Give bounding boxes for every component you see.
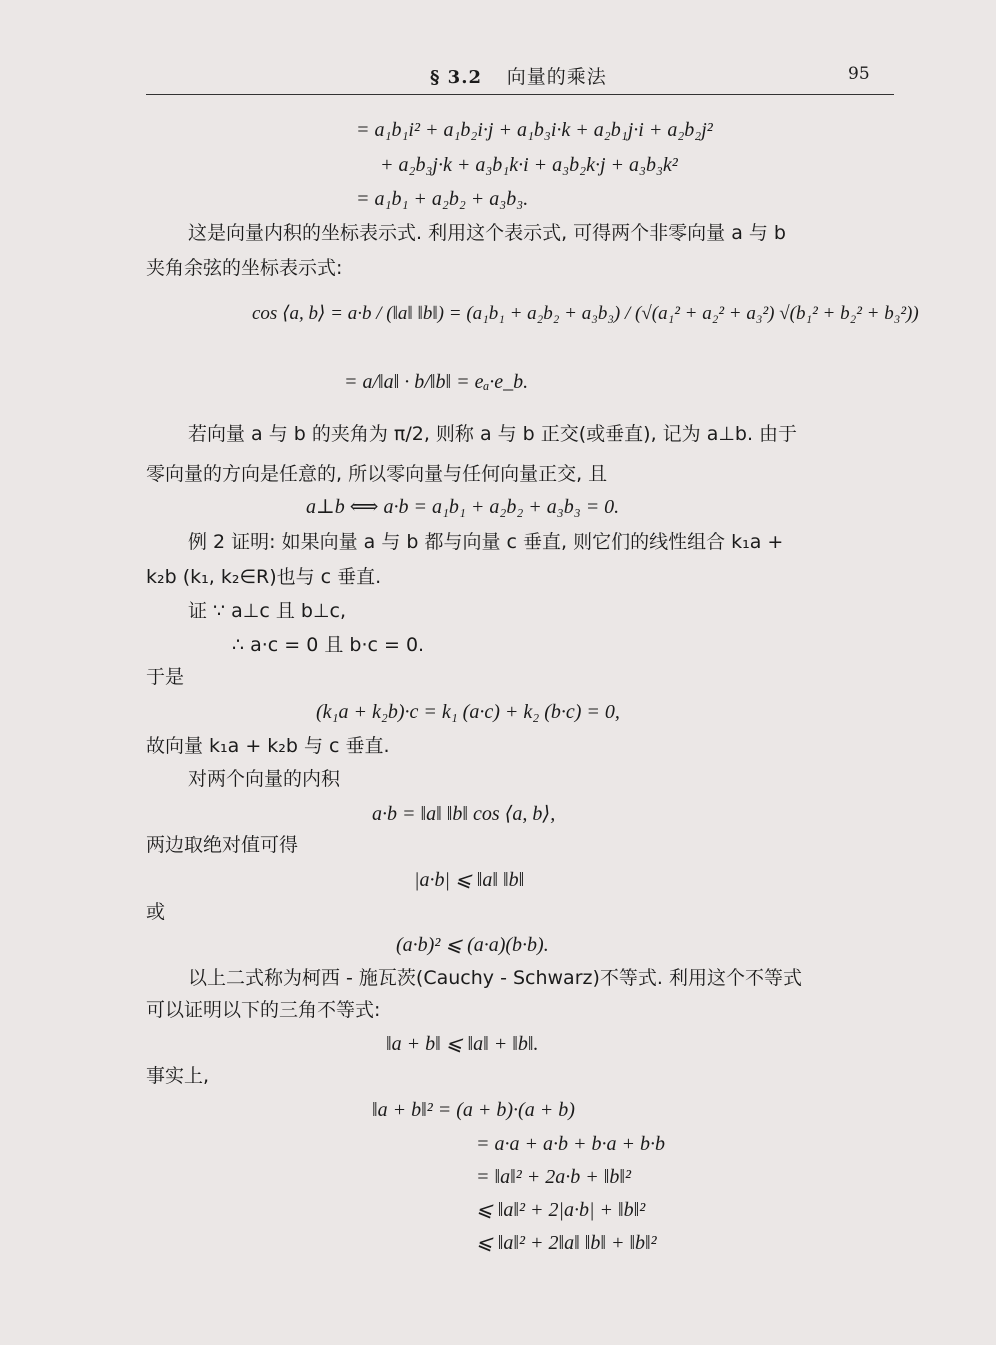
equation-line: = a₁b₁ + a₂b₂ + a₃b₃.: [356, 188, 529, 210]
equation-line: ⩽ ‖a‖² + 2‖a‖ ‖b‖ + ‖b‖²: [476, 1232, 657, 1254]
paragraph-line: 两边取绝对值可得: [146, 834, 299, 856]
paragraph-line: 若向量 a 与 b 的夹角为 π/2, 则称 a 与 b 正交(或垂直), 记为 a⊥b. 由于: [188, 423, 798, 445]
page-number: 95: [848, 64, 870, 84]
equation-line: ‖a + b‖² = (a + b)·(a + b): [372, 1099, 575, 1121]
paragraph-line: 或: [146, 901, 166, 923]
section-number: § 3.2: [430, 67, 482, 88]
running-header: [430, 62, 607, 89]
equation-line: (a·b)² ⩽ (a·a)(b·b).: [396, 934, 549, 956]
paragraph-line: 对两个向量的内积: [188, 768, 341, 790]
equation-line: = ‖a‖² + 2a·b + ‖b‖²: [476, 1166, 631, 1188]
orthogonality-condition: a⊥b ⟺ a·b = a₁b₁ + a₂b₂ + a₃b₃ = 0.: [306, 496, 620, 518]
paragraph-line: 事实上,: [146, 1065, 210, 1087]
example-statement: 例 2 证明: 如果向量 a 与 b 都与向量 c 垂直, 则它们的线性组合 k₁a +: [188, 531, 784, 553]
paragraph-line: 零向量的方向是任意的, 所以零向量与任何向量正交, 且: [146, 463, 608, 485]
paragraph-line: 以上二式称为柯西 - 施瓦茨(Cauchy - Schwarz)不等式. 利用这个不等式: [188, 967, 802, 989]
paragraph-line: 故向量 k₁a + k₂b 与 c 垂直.: [146, 735, 390, 757]
paragraph-line: 可以证明以下的三角不等式:: [146, 999, 381, 1021]
proof-line: 证 ∵ a⊥c 且 b⊥c,: [188, 600, 346, 622]
equation-line: a·b = ‖a‖ ‖b‖ cos ⟨a, b⟩,: [372, 803, 556, 825]
example-statement: k₂b (k₁, k₂∈R)也与 c 垂直.: [146, 566, 382, 588]
unit-vector-formula: = a/‖a‖ · b/‖b‖ = eₐ·e_b.: [344, 371, 529, 393]
proof-line: ∴ a·c = 0 且 b·c = 0.: [232, 634, 425, 656]
equation-line: (k₁a + k₂b)·c = k₁ (a·c) + k₂ (b·c) = 0,: [316, 701, 620, 723]
equation-line: |a·b| ⩽ ‖a‖ ‖b‖: [414, 869, 525, 891]
equation-line: = a₁b₁i² + a₁b₂i·j + a₁b₃i·k + a₂b₁j·i + a₂b₂j²: [356, 119, 713, 141]
cosine-formula: cos ⟨a, b⟩ = a·b / (‖a‖ ‖b‖) = (a₁b₁ + a₂b₂ + a₃b₃) / (√(a₁² + a₂² + a₃²) √(b₁² + b₂² + b₃²)): [252, 303, 919, 324]
equation-line: + a₂b₃j·k + a₃b₁k·i + a₃b₂k·j + a₃b₃k²: [380, 154, 678, 176]
triangle-inequality: ‖a + b‖ ⩽ ‖a‖ + ‖b‖.: [386, 1033, 539, 1055]
equation-line: ⩽ ‖a‖² + 2|a·b| + ‖b‖²: [476, 1199, 646, 1221]
equation-line: = a·a + a·b + b·a + b·b: [476, 1133, 665, 1155]
paragraph-line: 夹角余弦的坐标表示式:: [146, 257, 343, 279]
paragraph-line: 这是向量内积的坐标表示式. 利用这个表示式, 可得两个非零向量 a 与 b: [188, 222, 786, 244]
paragraph-line: 于是: [146, 666, 185, 688]
header-rule: [146, 94, 894, 95]
section-title: 向量的乘法: [506, 66, 607, 88]
